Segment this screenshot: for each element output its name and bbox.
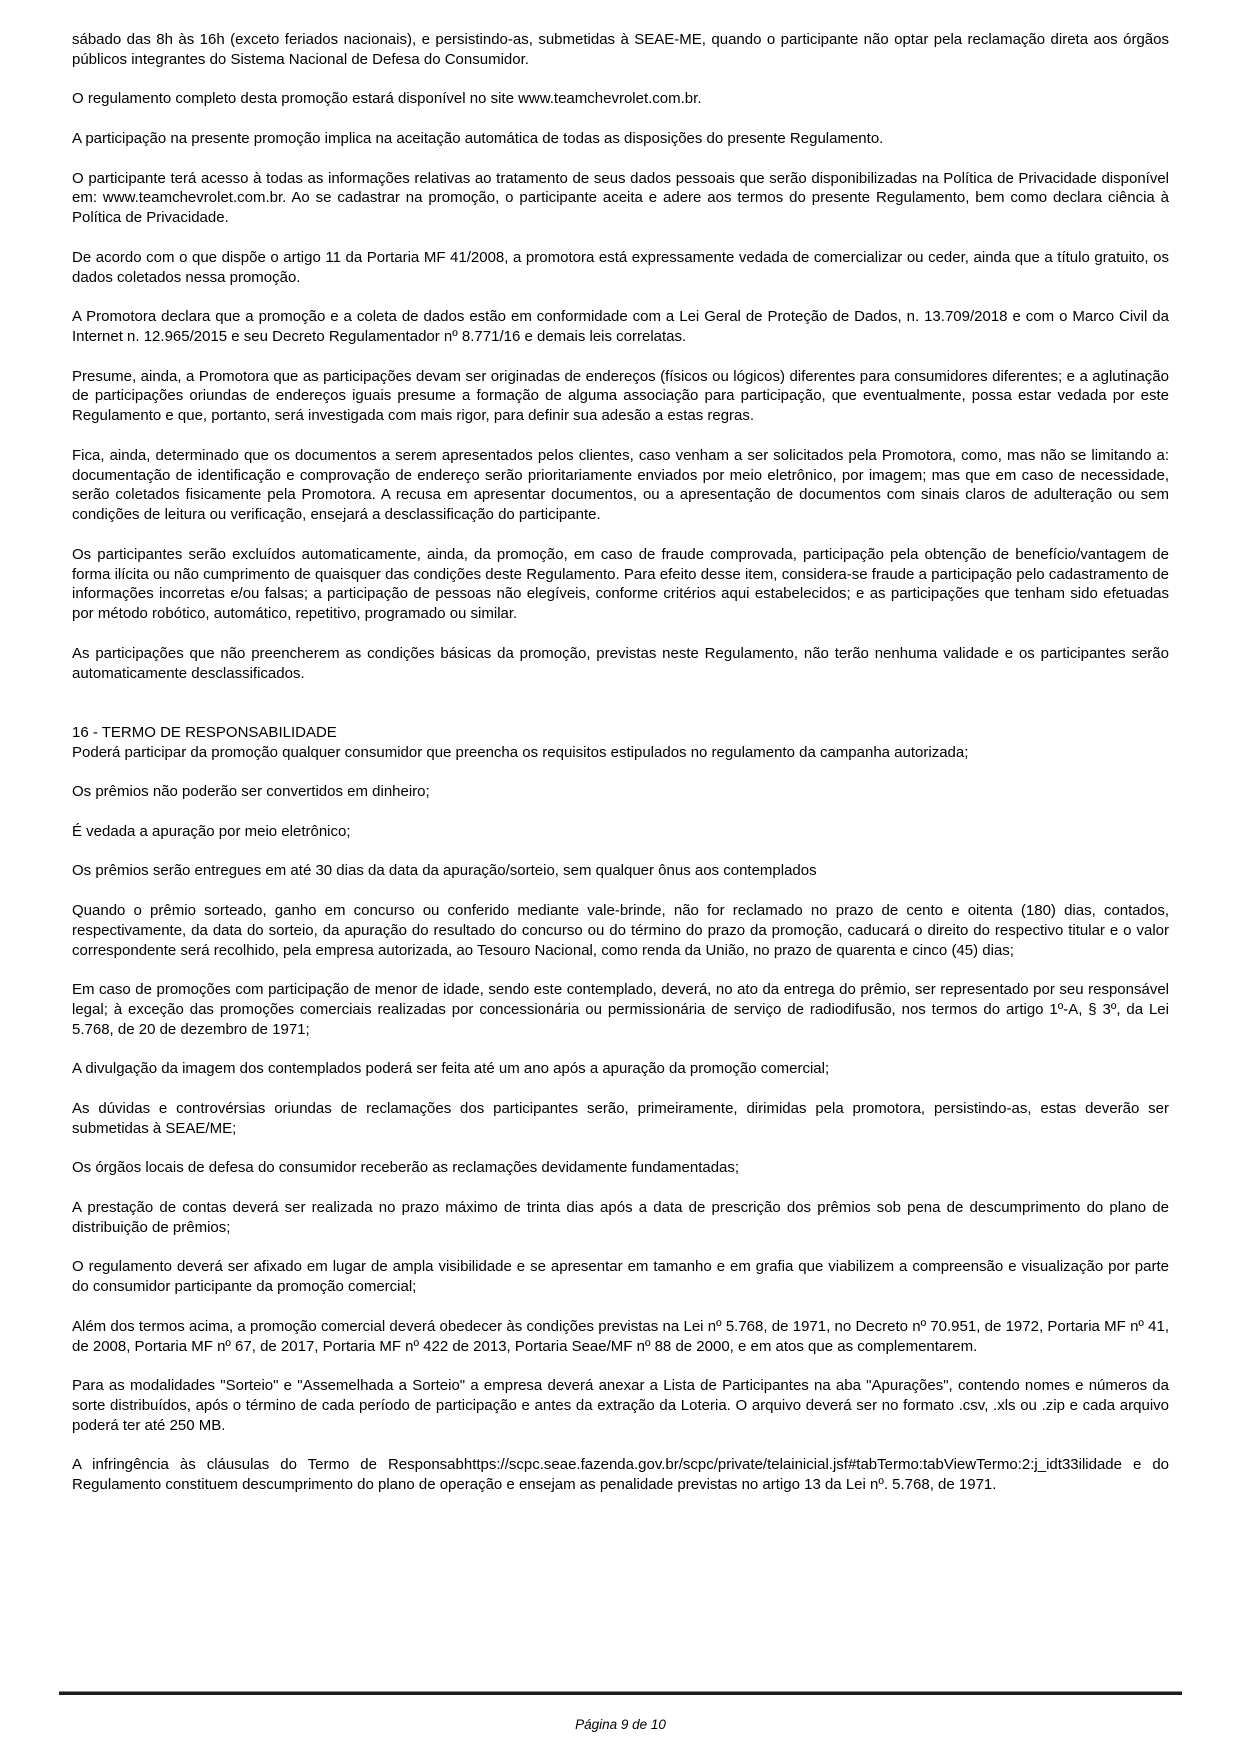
paragraph: Quando o prêmio sorteado, ganho em concurso ou conferido mediante vale-brinde, não for reclamado no prazo de cento e oitenta (180) dias, contados, respectivamente, da data do sorteio, da apuração do resultado do concurso ou do término do prazo da promoção, caducará o direito do respectivo titular e o valor correspondente será recolhido, pela empresa autorizada, ao Tesouro Nacional, como renda da União, no prazo de quarenta e cinco (45) dias; bbox=[72, 902, 1169, 959]
paragraph: Presume, ainda, a Promotora que as participações devam ser originadas de endereços (físicos ou lógicos) diferentes para consumidores diferentes; e a aglutinação de participações oriundas de endereços iguais presume a formação de alguma associação para participação, que eventualmente, possa estar vedada por este Regulamento e que, portanto, será investigada com mais rigor, para definir sua adesão a estas regras. bbox=[72, 367, 1169, 425]
document-body bbox=[72, 30, 1169, 1515]
paragraph: A participação na presente promoção implica na aceitação automática de todas as disposições do presente Regulamento. bbox=[72, 129, 884, 147]
footer-divider bbox=[59, 1691, 1182, 1695]
paragraph: A Promotora declara que a promoção e a coleta de dados estão em conformidade com a Lei Geral de Proteção de Dados, n. 13.709/2018 e com o Marco Civil da Internet n. 12.965/2015 e seu Decreto Regulamentador nº 8.771/16 e demais leis correlatas. bbox=[72, 308, 1169, 345]
paragraph: O regulamento deverá ser afixado em lugar de ampla visibilidade e se apresentar em tamanho e em grafia que viabilizem a compreensão e visualização por parte do consumidor participante da promoção comercial; bbox=[72, 1258, 1169, 1296]
section-heading: 16 - TERMO DE RESPONSABILIDADE bbox=[72, 723, 337, 741]
paragraph: Para as modalidades "Sorteio" e "Assemelhada a Sorteio" a empresa deverá anexar a Lista de Participantes na aba "Apurações", contendo nomes e números da sorte distribuídos, após o término de cada período de participação e antes da extração da Loteria. O arquivo deverá ser no formato .csv, .xls ou .zip e cada arquivo poderá ter até 250 MB. bbox=[72, 1377, 1169, 1434]
paragraph: De acordo com o que dispõe o artigo 11 da Portaria MF 41/2008, a promotora está expressamente vedada de comercializar ou ceder, ainda que a título gratuito, os dados coletados nessa promoção. bbox=[72, 248, 1169, 286]
paragraph: Fica, ainda, determinado que os documentos a serem apresentados pelos clientes, caso venham a ser solicitados pela Promotora, como, mas não se limitando a: documentação de identificação e comprovação de endereço serão prioritariamente enviados por meio eletrônico, por imagem; mas que em caso de necessidade, serão coletados fisicamente pela Promotora. A recusa em apresentar documentos, ou a apresentação de documentos com sinais claros de adulteração ou sem condições de leitura ou verificação, ensejará a desclassificação do participante. bbox=[72, 446, 1169, 524]
paragraph: Os prêmios serão entregues em até 30 dias da data da apuração/sorteio, sem qualquer ônus aos contemplados bbox=[72, 862, 817, 880]
paragraph: Os participantes serão excluídos automaticamente, ainda, da promoção, em caso de fraude comprovada, participação pela obtenção de benefício/vantagem de forma ilícita ou não cumprimento de quaisquer das condições deste Regulamento. Para efeito desse item, considera-se fraude a participação pelo cadastramento de informações incorretas e/ou falsas; a participação de pessoas não elegíveis, conforme critérios aqui estabelecidos; e as participações que tenham sido efetuadas por método robótico, automático, repetitivo, programado ou similar. bbox=[72, 545, 1169, 623]
paragraph: O participante terá acesso à todas as informações relativas ao tratamento de seus dados pessoais que serão disponibilizadas na Política de Privacidade disponível em: www.teamchevrolet.com.br. Ao se cadastrar na promoção, o participante aceita e adere aos termos do presente Regulamento, bem como declara ciência à Política de Privacidade. bbox=[72, 169, 1169, 227]
paragraph: sábado das 8h às 16h (exceto feriados nacionais), e persistindo-as, submetidas à SEAE-ME, quando o participante não optar pela reclamação direta aos órgãos públicos integrantes do Sistema Nacional de Defesa do Consumidor. bbox=[72, 31, 1169, 68]
paragraph: As participações que não preencherem as condições básicas da promoção, previstas neste Regulamento, não terão nenhuma validade e os participantes serão automaticamente desclassificados. bbox=[72, 644, 1169, 682]
paragraph: Poderá participar da promoção qualquer consumidor que preencha os requisitos estipulados no regulamento da campanha autorizada; bbox=[72, 743, 969, 761]
paragraph: O regulamento completo desta promoção estará disponível no site www.teamchevrolet.com.br. bbox=[72, 90, 702, 108]
paragraph: A prestação de contas deverá ser realizada no prazo máximo de trinta dias após a data de prescrição dos prêmios sob pena de descumprimento do plano de distribuição de prêmios; bbox=[72, 1199, 1169, 1236]
paragraph-with-url: A infringência às cláusulas do Termo de Responsabhttps://scpc.seae.fazenda.gov.br/scpc/private/telainicial.jsf#tabTermo:tabViewTermo:2:​j_idt33ilidade e do Regulamento constituem descumprimento do plano de operação e ensejam as penalidade previstas no artigo 13 da Lei nº. 5.768, de 1971. bbox=[72, 1456, 1169, 1494]
paragraph: Os órgãos locais de defesa do consumidor receberão as reclamações devidamente fundamentadas; bbox=[72, 1159, 740, 1177]
paragraph: As dúvidas e controvérsias oriundas de reclamações dos participantes serão, primeiramente, dirimidas pela promotora, persistindo-as, estas deverão ser submetidas à SEAE/ME; bbox=[72, 1100, 1169, 1137]
paragraph: A divulgação da imagem dos contemplados poderá ser feita até um ano após a apuração da promoção comercial; bbox=[72, 1060, 830, 1078]
paragraph: Além dos termos acima, a promoção comercial deverá obedecer às condições previstas na Lei nº 5.768, de 1971, no Decreto nº 70.951, de 1972, Portaria MF nº 41, de 2008, Portaria MF nº 67, de 2017, Portaria MF nº 422 de 2013, Portaria Seae/MF nº 88 de 2000, e em atos que as complementarem. bbox=[72, 1317, 1169, 1355]
paragraph: Em caso de promoções com participação de menor de idade, sendo este contemplado, deverá, no ato da entrega do prêmio, ser representado por seu responsável legal; à exceção das promoções comerciais realizadas por concessionária ou permissionária de serviço de radiodifusão, nos termos do artigo 1º-A, § 3º, da Lei 5.768, de 20 de dezembro de 1971; bbox=[72, 981, 1169, 1038]
page-number-label: Página 9 de 10 bbox=[575, 1717, 666, 1732]
paragraph: É vedada a apuração por meio eletrônico; bbox=[72, 822, 351, 840]
paragraph: Os prêmios não poderão ser convertidos em dinheiro; bbox=[72, 783, 430, 801]
